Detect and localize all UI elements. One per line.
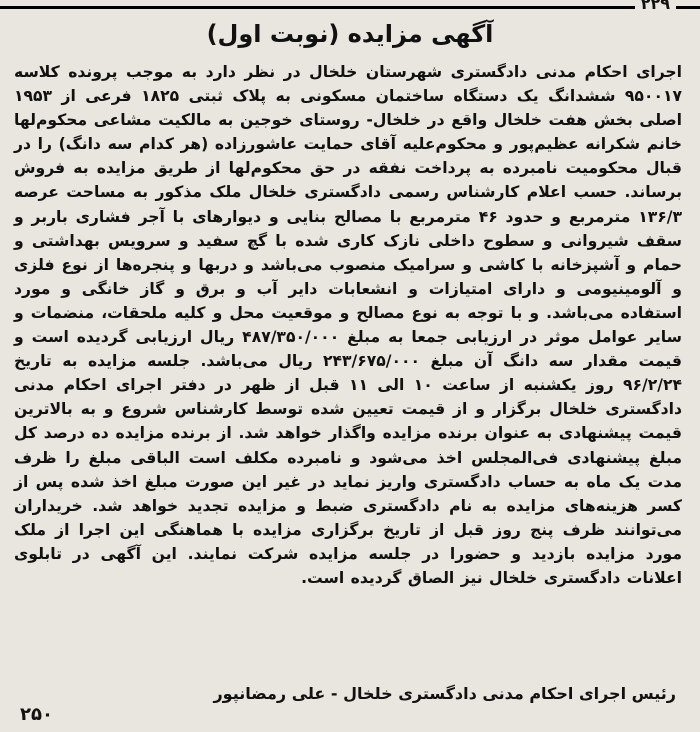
top-page-number: ۲۲۹ [635,0,676,13]
bottom-number: ۲۵۰ [20,704,53,725]
signature-line: رئیس اجرای احکام مدنی دادگستری خلخال - علی رمضانپور [213,684,676,703]
notice-title: آگهی مزایده (نوبت اول) [206,20,494,48]
notice-body: اجرای احکام مدنی دادگستری شهرستان خلخال در نظر دارد به موجب پرونده کلاسه ۹۵۰۰۱۷ ششدانگ یک دستگاه ساختمان مسکونی به پلاک ثبتی ۱۸۲۵ فرعی از ۱۹۵۳ اصلی بخش هفت خلخال واقع در خلخال- روستای خوجین به مالکیت مشاعی محکوم‌لها خانم شکرانه عظیم‌پور و محکوم‌علیه آقای حمایت عاشورزاده (هر کدام سه دانگ) را در قبال محکومیت نامبرده به پرداخت نفقه در حق محکوم‌لها از طریق مزایده به فروش برساند. حسب اعلام کارشناس رسمی دادگستری خلخال ملک مذکور به مساحت عرصه ۱۳۶/۳ مترمربع و حدود ۴۶ مترمربع با مصالح بنایی و دیوارهای با آجر فشاری باربر و سقف شیروانی و سطوح داخلی نازک کاری شده با گچ سفید و سرویس بهداشتی و حمام و آشپزخانه با کاشی و سرامیک منصوب می‌باشد و دربها و پنجره‌ها از نوع فلزی و آلومینیومی و دارای امتیازات و انشعابات دایر آب و برق و گاز خانگی و مورد استفاده می‌باشد. و با توجه به نوع مصالح و موقعیت محل و کلیه ملحقات، منضمات و سایر عوامل موثر در ارزیابی جمعا به مبلغ ۴۸۷/۳۵۰/۰۰۰ ریال ارزیابی گردیده است و قیمت مقدار سه دانگ آن مبلغ ۲۴۳/۶۷۵/۰۰۰ ریال می‌باشد. جلسه مزایده به تاریخ ۹۶/۲/۲۴ روز یکشنبه از ساعت ۱۰ الی ۱۱ قبل از ظهر در دفتر اجرای احکام مدنی دادگستری خلخال برگزار و از قیمت تعیین شده توسط کارشناس شروع و به بالاترین قیمت پیشنهادی به عنوان برنده مزایده واگذار خواهد شد. از برنده مزایده ده درصد کل مبلغ پیشنهادی فی‌المجلس اخذ می‌شود و نامبرده مکلف است الباقی مبلغ را ظرف مدت یک ماه به حساب دادگستری واریز نماید در غیر این صورت مبلغ اخذ شده پس از کسر هزینه‌های مزایده به نام دادگستری ضبط و مزایده تجدید خواهد شد. خریداران می‌توانند ظرف پنج روز قبل از تاریخ برگزاری مزایده با هماهنگی این اجرا از ملک مورد مزایده بازدید و حضورا در جلسه مزایده شرکت نمایند. این آگهی در تابلوی اعلانات دادگستری خلخال نیز الصاق گردیده است. [14,63,682,587]
top-rule [0,6,700,9]
